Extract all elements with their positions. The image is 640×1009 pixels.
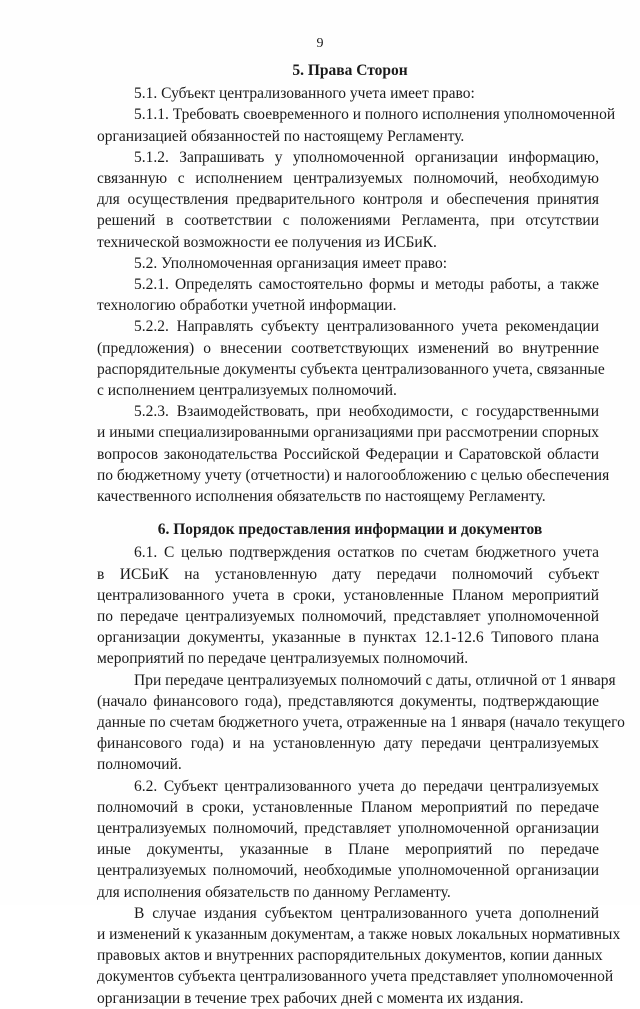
text-line: централизуемых полномочий, представляет уполномоченной организации: [97, 820, 599, 837]
text-line: в ИСБиК на установленную дату передачи полномочий субъект: [97, 565, 599, 583]
section-heading-rights: 5. Права Сторон: [292, 62, 408, 79]
text-line: качественного исполнения обязательств по настоящему Регламенту.: [97, 488, 546, 505]
text-line: и изменений к указанным документам, а также новых локальных нормативных: [97, 926, 621, 943]
text-line: 5.1. Субъект централизованного учета имеет право:: [134, 85, 475, 103]
text-line: централизованного учета в сроки, установленные Планом мероприятий: [97, 586, 599, 604]
text-line: для исполнения обязательств по данному Регламенту.: [97, 883, 451, 901]
text-line: правовых актов и внутренних распорядительных документов, копии данных: [97, 947, 603, 965]
text-line: полномочий в сроки, установленные Планом мероприятий по передаче: [97, 798, 599, 816]
text-line: полномочий.: [97, 756, 182, 774]
text-line: 5.1.1. Требовать своевременного и полного исполнения уполномоченной: [134, 106, 616, 124]
text-line: по бюджетному учету (отчетности) и налогообложению с целью обеспечения: [97, 466, 610, 484]
page-number: 9: [316, 36, 324, 51]
text-line: организацией обязанностей по настоящему Регламенту.: [97, 127, 465, 145]
text-line: по передаче централизуемых полномочий, представляет уполномоченной: [97, 608, 599, 625]
text-line: и иными специализированными организациями при рассмотрении спорных: [97, 424, 599, 442]
text-line: вопросов законодательства Российской Федерации и Саратовской области: [97, 445, 599, 463]
text-line: (предложения) о внесении соответствующих изменений во внутренние: [97, 339, 599, 357]
text-line: 5.2.1. Определять самостоятельно формы и методы работы, а также: [134, 276, 599, 293]
text-line: (начало финансового года), представляются документы, подтверждающие: [97, 692, 599, 710]
text-line: технологию обработки учетной информации.: [97, 297, 397, 315]
text-line: иные документы, указанные в Плане мероприятий по передаче: [97, 841, 599, 859]
text-line: документов субъекта централизованного учета представляет уполномоченной: [97, 968, 614, 986]
text-line: с исполнением централизуемых полномочий.: [97, 382, 397, 399]
text-line: данные по счетам бюджетного учета, отраженные на 1 января (начало текущего: [97, 714, 625, 731]
text-line: В случае издания субъектом централизованного учета дополнений: [134, 904, 599, 922]
text-line: технической возможности ее получения из ИСБиК.: [97, 233, 437, 251]
text-line: связанную с исполнением централизуемых полномочий, необходимую: [97, 170, 599, 187]
text-line: 5.1.2. Запрашивать у уполномоченной организации информацию,: [134, 148, 599, 166]
text-line: решений в соответствии с положениями Регламента, при отсутствии: [97, 212, 599, 230]
text-line: для осуществления предварительного контроля и обеспечения принятия: [97, 191, 599, 209]
text-line: 5.2.2. Направлять субъекту централизованного учета рекомендации: [134, 318, 599, 336]
text-line: мероприятий по передаче централизуемых полномочий.: [97, 650, 469, 668]
section-heading-information: 6. Порядок предоставления информации и документов: [157, 521, 543, 539]
text-line: 5.2.3. Взаимодействовать, при необходимости, с государственными: [134, 403, 599, 421]
text-line: организации в течение трех рабочих дней с момента их издания.: [97, 989, 524, 1007]
text-line: 6.2. Субъект централизованного учета до передачи централизуемых: [134, 777, 599, 795]
text-line: 6.1. С целью подтверждения остатков по счетам бюджетного учета: [134, 544, 599, 562]
text-line: организации документы, указанные в пунктах 12.1-12.6 Типового плана: [97, 629, 599, 647]
text-line: распорядительные документы субъекта централизованного учета, связанные: [97, 360, 605, 378]
text-line: 5.2. Уполномоченная организация имеет право:: [134, 254, 447, 272]
text-line: централизуемых полномочий, необходимые уполномоченной организации: [97, 862, 599, 880]
text-line: При передаче централизуемых полномочий с даты, отличной от 1 января: [134, 671, 616, 689]
text-line: финансового года) и на установленную дату передачи централизуемых: [97, 735, 599, 753]
